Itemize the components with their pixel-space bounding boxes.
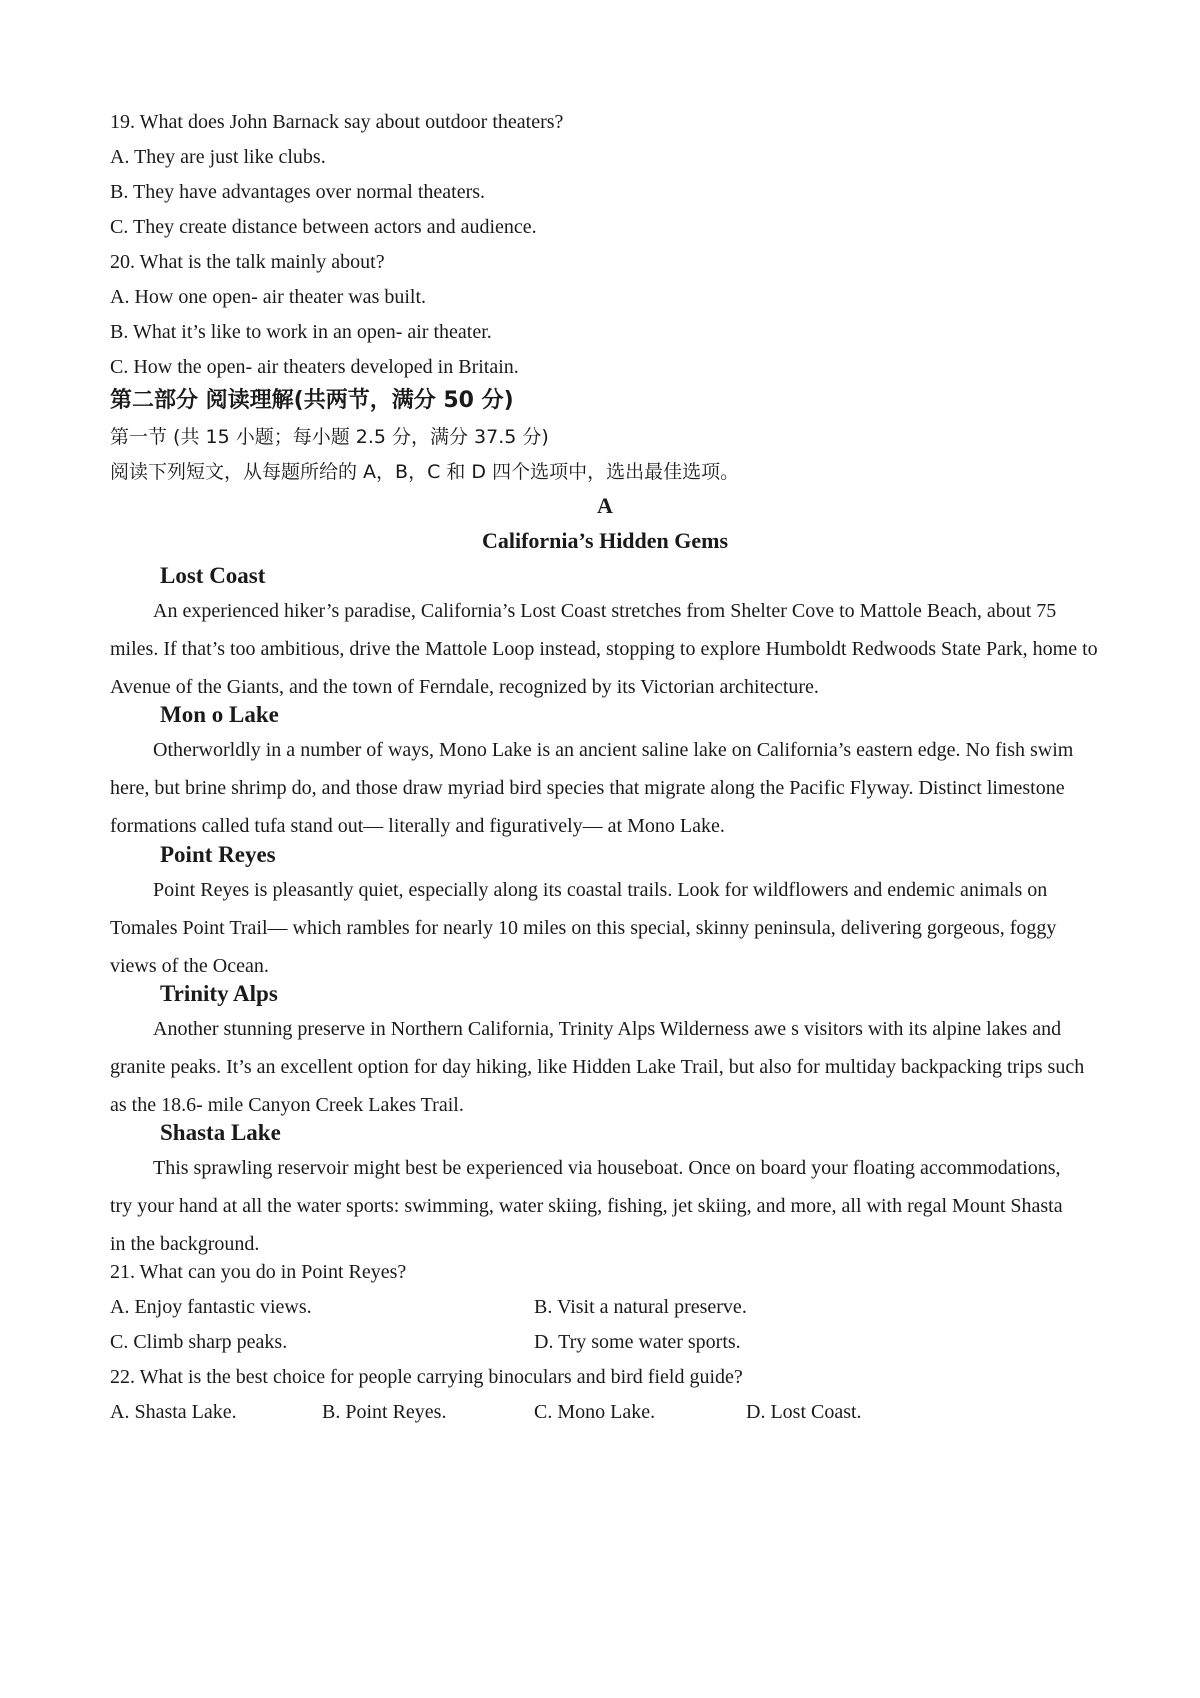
section-subtitle: 第一节 (共 15 小题；每小题 2.5 分，满分 37.5 分) xyxy=(110,426,549,448)
q20-option-a: A. How one open- air theater was built. xyxy=(110,286,427,308)
section-heading-mono-lake: Mon o Lake xyxy=(160,702,279,727)
q19-question: 19. What does John Barnack say about outdoor theaters? xyxy=(110,111,564,133)
q21-option-d: D. Try some water sports. xyxy=(534,1331,741,1353)
section-heading-shasta-lake: Shasta Lake xyxy=(160,1120,281,1145)
q22-option-c: C. Mono Lake. xyxy=(534,1401,656,1423)
q22-option-d: D. Lost Coast. xyxy=(746,1401,862,1423)
q19-option-a: A. They are just like clubs. xyxy=(110,146,326,168)
q19-option-c: C. They create distance between actors and audience. xyxy=(110,216,537,238)
section-title: 第二部分 阅读理解(共两节，满分 50 分) xyxy=(110,388,514,413)
q20-option-b: B. What it’s like to work in an open- air theater. xyxy=(110,321,492,343)
section-text-trinity-alps: Another stunning preserve in Northern California, Trinity Alps Wilderness awe s visitors with its alpine lakes and granite peaks. It’s an excellent option for day hiking, like Hidden Lake Trail, but also for multiday backpacking trips such as the 18.6- mile Canyon Creek Lakes Trail. xyxy=(110,1018,1085,1116)
section-heading-trinity-alps: Trinity Alps xyxy=(160,981,278,1006)
section-text-mono-lake: Otherworldly in a number of ways, Mono Lake is an ancient saline lake on California’s eastern edge. No fish swim here, but brine shrimp do, and those draw myriad bird species that migrate along the Pacific Flyway. Distinct limestone formations called tufa stand out— literally and figuratively— at Mono Lake. xyxy=(110,739,1074,837)
q20-question: 20. What is the talk mainly about? xyxy=(110,251,385,273)
section-text-lost-coast: An experienced hiker’s paradise, California’s Lost Coast stretches from Shelter Cove to Mattole Beach, about 75 miles. If that’s too ambitious, drive the Mattole Loop instead, stopping to explore Humboldt Redwoods State Park, home to Avenue of the Giants, and the town of Ferndale, recognized by its Victorian architecture. xyxy=(110,600,1098,698)
section-text-shasta-lake: This sprawling reservoir might best be experienced via houseboat. Once on board your floating accommodations, try your hand at all the water sports: swimming, water skiing, fishing, jet skiing, and more, all with regal Mount Shasta in the background. xyxy=(110,1157,1063,1255)
q20-option-c: C. How the open- air theaters developed in Britain. xyxy=(110,356,519,378)
q22-option-a: A. Shasta Lake. xyxy=(110,1401,237,1423)
q22-question: 22. What is the best choice for people carrying binoculars and bird field guide? xyxy=(110,1366,743,1388)
section-heading-point-reyes: Point Reyes xyxy=(160,842,276,867)
q19-option-b: B. They have advantages over normal theaters. xyxy=(110,181,486,203)
q21-question: 21. What can you do in Point Reyes? xyxy=(110,1261,407,1283)
passage-title: California’s Hidden Gems xyxy=(481,528,729,553)
q21-option-c: C. Climb sharp peaks. xyxy=(110,1331,288,1353)
q21-option-a: A. Enjoy fantastic views. xyxy=(110,1296,312,1318)
section-instruction: 阅读下列短文，从每题所给的 A，B，C 和 D 四个选项中，选出最佳选项。 xyxy=(110,461,740,483)
q21-option-b: B. Visit a natural preserve. xyxy=(534,1296,747,1318)
section-heading-lost-coast: Lost Coast xyxy=(160,563,266,588)
section-text-point-reyes: Point Reyes is pleasantly quiet, especially along its coastal trails. Look for wildflowers and endemic animals on Tomales Point Trail— which rambles for nearly 10 miles on this special, skinny peninsula, delivering gorgeous, foggy views of the Ocean. xyxy=(110,879,1057,977)
q22-option-b: B. Point Reyes. xyxy=(322,1401,447,1423)
passage-label: A xyxy=(597,493,613,518)
